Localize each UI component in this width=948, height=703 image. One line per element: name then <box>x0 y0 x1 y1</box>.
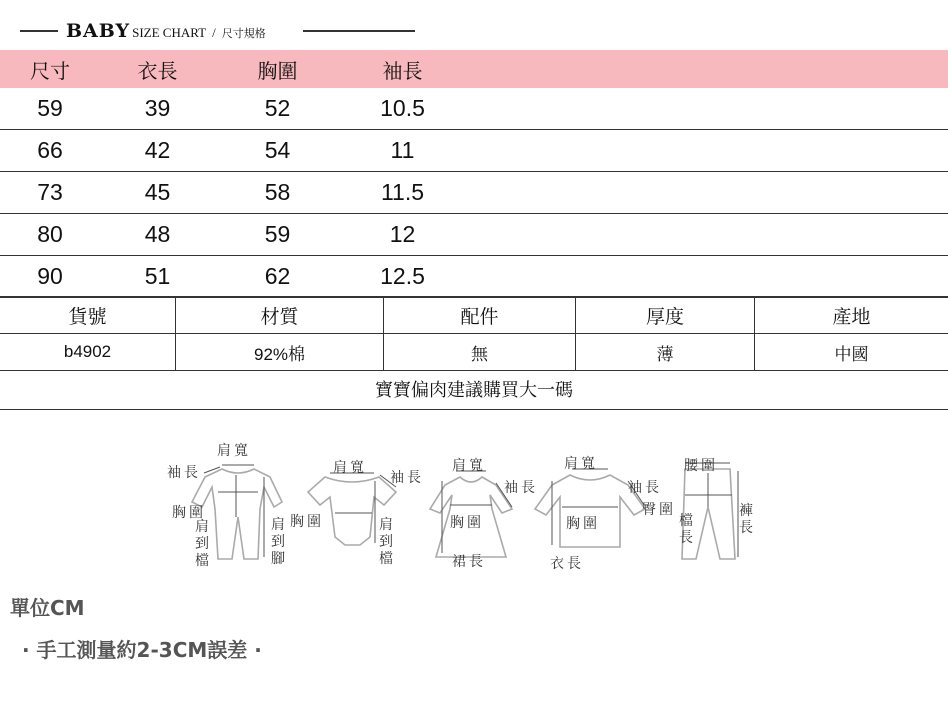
label-hip: 臀圍 <box>642 502 676 518</box>
col-header-spacer <box>465 50 948 88</box>
info-value-item-no: b4902 <box>0 334 176 371</box>
size-table <box>0 50 948 298</box>
label-shoulder-2: 肩寬 <box>333 460 367 476</box>
cell-spacer <box>465 172 948 214</box>
info-header-accessories: 配件 <box>384 297 576 334</box>
cell-chest: 52 <box>215 88 340 130</box>
title-bar <box>0 18 948 44</box>
cell-chest: 62 <box>215 256 340 298</box>
label-pants-length: 褲長 <box>739 503 753 536</box>
cell-size: 80 <box>0 214 100 256</box>
info-value-origin: 中國 <box>755 334 948 371</box>
subtitle-zh-text: 尺寸規格 <box>221 27 266 40</box>
size-chart-title <box>66 18 266 47</box>
table-row <box>0 172 948 214</box>
cell-length: 42 <box>100 130 215 172</box>
col-header-sleeve: 袖長 <box>340 50 465 88</box>
label-sleeve-4: 袖長 <box>628 480 662 496</box>
label-skirt-length: 裙長 <box>452 554 486 570</box>
label-chest-3: 胸圍 <box>450 515 484 531</box>
size-advice-note: 寶寶偏肉建議購買大一碼 <box>0 372 948 410</box>
label-shoulder-1: 肩寬 <box>217 443 251 459</box>
col-header-length: 衣長 <box>100 50 215 88</box>
label-shoulder-3: 肩寬 <box>452 458 486 474</box>
cell-chest: 54 <box>215 130 340 172</box>
label-chest-4: 胸圍 <box>566 516 600 532</box>
info-header-row <box>0 297 948 334</box>
label-shoulder-crotch-1: 肩到檔 <box>195 519 209 569</box>
label-sleeve-3: 袖長 <box>504 480 538 496</box>
measurement-diagram <box>160 443 760 587</box>
cell-spacer <box>465 256 948 298</box>
cell-spacer <box>465 88 948 130</box>
info-header-origin: 產地 <box>755 297 948 334</box>
cell-length: 39 <box>100 88 215 130</box>
table-row <box>0 256 948 298</box>
col-header-size: 尺寸 <box>0 50 100 88</box>
label-sleeve-2: 袖長 <box>390 470 424 486</box>
label-waist: 腰圍 <box>684 458 718 474</box>
cell-sleeve: 12.5 <box>340 256 465 298</box>
label-crotch-length: 檔長 <box>679 513 693 546</box>
label-chest-2: 胸圍 <box>290 514 324 530</box>
info-header-item-no: 貨號 <box>0 297 176 334</box>
cell-spacer <box>465 214 948 256</box>
info-value-thickness: 薄 <box>576 334 755 371</box>
title-divider-left <box>20 30 58 32</box>
cell-sleeve: 10.5 <box>340 88 465 130</box>
cell-sleeve: 11.5 <box>340 172 465 214</box>
size-table-header <box>0 50 948 88</box>
info-header-thickness: 厚度 <box>576 297 755 334</box>
cell-sleeve: 12 <box>340 214 465 256</box>
info-value-row <box>0 334 948 371</box>
cell-size: 59 <box>0 88 100 130</box>
info-value-accessories: 無 <box>384 334 576 371</box>
cell-size: 90 <box>0 256 100 298</box>
col-header-chest: 胸圍 <box>215 50 340 88</box>
cell-length: 45 <box>100 172 215 214</box>
info-header-material: 材質 <box>176 297 384 334</box>
label-chest-1: 胸圍 <box>172 505 206 521</box>
title-slash: / <box>212 25 216 40</box>
label-shoulder-foot: 肩到腳 <box>271 517 285 567</box>
label-shoulder-4: 肩寬 <box>564 456 598 472</box>
subtitle-text: SIZE CHART <box>132 25 207 40</box>
cell-size: 73 <box>0 172 100 214</box>
info-value-material: 92%棉 <box>176 334 384 371</box>
label-sleeve-1: 袖長 <box>167 465 201 481</box>
cell-sleeve: 11 <box>340 130 465 172</box>
unit-label: 單位CM <box>10 596 85 620</box>
cell-length: 51 <box>100 256 215 298</box>
cell-chest: 58 <box>215 172 340 214</box>
cell-size: 66 <box>0 130 100 172</box>
measurement-error-note: · 手工測量約2-3CM誤差 · <box>22 638 262 662</box>
title-divider-right <box>303 30 415 32</box>
product-info-table <box>0 296 948 371</box>
label-shoulder-crotch-2: 肩到檔 <box>379 517 393 567</box>
brand-text: BABY <box>66 20 131 42</box>
cell-spacer <box>465 130 948 172</box>
cell-chest: 59 <box>215 214 340 256</box>
table-row <box>0 88 948 130</box>
table-row <box>0 130 948 172</box>
table-row <box>0 214 948 256</box>
label-top-length: 衣長 <box>550 556 584 572</box>
cell-length: 48 <box>100 214 215 256</box>
